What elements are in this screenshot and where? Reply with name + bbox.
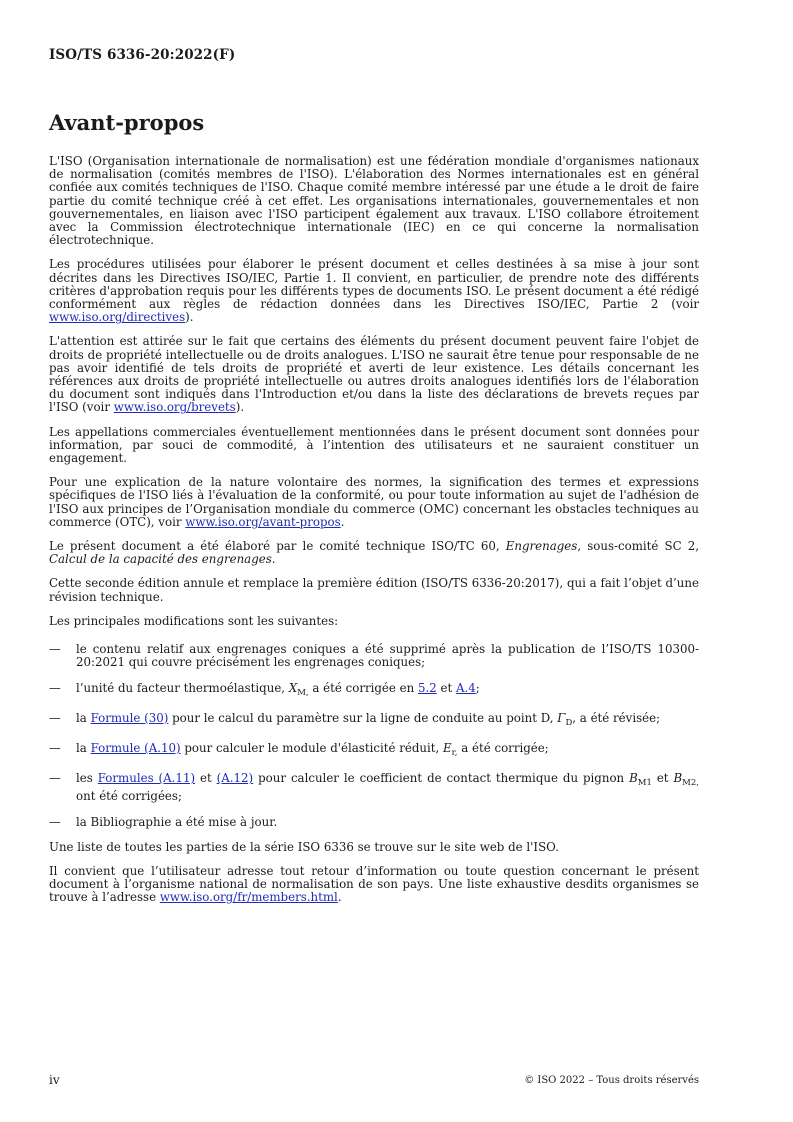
subscript: M2,: [682, 778, 699, 789]
paragraph-patents: [49, 335, 699, 414]
subscript: M,: [297, 687, 309, 698]
paragraph-directives: [49, 258, 699, 324]
paragraph-series-list: Une liste de toutes les parties de la série ISO 6336 se trouve sur le site web de l'ISO.: [49, 839, 559, 854]
paragraph-end: .: [271, 552, 276, 567]
symbol-b: B: [629, 771, 638, 786]
paragraph-end: ).: [185, 310, 194, 325]
dash-bullet: —: [49, 814, 61, 829]
list-item-text: la: [76, 740, 91, 755]
paragraph-text: L'attention est attirée sur le fait que certains des éléments du présent document peuvent faire l'objet de droits de propriété intellectuelle ou de droits analogues. L'ISO ne saurait être tenue pour responsable de ne pas avoir identifié de tels droits de propriété et averti de leur existence. Les détails concernant les références aux droits de propriété intellectuelle ou autres droits analogues identifiés lors de l'élaboration du document sont indiqués dans l'Introduction et/ou dans la liste des déclarations de brevets reçues par l'ISO (voir: [49, 334, 699, 415]
list-item: [49, 643, 699, 669]
paragraph-edition: Cette seconde édition annule et remplace la première édition (ISO/TS 6336-20:2017), qui a fait l’objet d’une révision technique.: [49, 576, 699, 604]
list-item: [49, 682, 699, 700]
paragraph-text: Pour une explication de la nature volontaire des normes, la signification des termes et expressions spécifiques de l'ISO liés à l'évaluation de la conformité, ou pour toute information au sujet de l'adhésion de l'ISO aux principes de l’Organisation mondiale du commerce (OMC) concernant les obstacles techniques au commerce (OTC), voir: [49, 475, 699, 529]
dash-bullet: —: [49, 642, 61, 657]
symbol-gamma: Γ: [557, 710, 566, 725]
list-item-text: ;: [475, 680, 480, 695]
list-item-text: et: [195, 771, 217, 786]
paragraph-feedback: [49, 865, 699, 905]
paragraph-trade-names: Les appellations commerciales éventuellement mentionnées dans le présent document sont données pour information, par souci de commodité, à l’intention des utilisateurs et ne sauraient constituer un engagement.: [49, 424, 699, 466]
link-formula-a-11[interactable]: Formules (A.11): [97, 771, 196, 786]
list-item-text: la: [76, 710, 91, 725]
paragraph-end: .: [340, 514, 345, 529]
list-item-text: et: [436, 680, 456, 695]
copyright-notice: © ISO 2022 – Tous droits réservés: [524, 1075, 699, 1086]
list-item: [49, 742, 699, 760]
symbol-b: B: [673, 771, 683, 786]
link-formula-a-12[interactable]: (A.12): [216, 771, 254, 786]
list-item-text: ont été corrigées;: [76, 789, 182, 804]
paragraph-text: Les procédures utilisées pour élaborer le présent document et celles destinées à sa mise à jour sont décrites dans les Directives ISO/IEC, Partie 1. Il convient, en particulier, de prendre note des différents critères d'approbation requis pour les différents types de documents ISO. Le présent document a été rédigé conformément aux règles de rédaction données dans les Directives ISO/IEC, Partie 2 (voir: [49, 257, 699, 312]
link-members[interactable]: www.iso.org/fr/members.html: [159, 890, 338, 905]
list-item-text: et: [651, 771, 674, 786]
link-formula-a-10[interactable]: Formule (A.10): [90, 740, 181, 755]
paragraph-text: , sous-comité SC 2,: [577, 539, 699, 554]
section-title: Avant-propos: [49, 110, 205, 135]
link-clause-5-2[interactable]: 5.2: [417, 680, 437, 695]
document-identifier: ISO/TS 6336-20:2022(F): [49, 47, 236, 63]
list-item-text: l’unité du facteur thermoélastique,: [76, 680, 289, 695]
paragraph-changes-intro: Les principales modifications sont les suivantes:: [49, 613, 339, 628]
link-avant-propos[interactable]: www.iso.org/avant-propos: [185, 514, 341, 529]
paragraph-end: .: [337, 890, 342, 905]
subscript: D: [565, 717, 573, 728]
committee-name: Engrenages: [505, 539, 578, 554]
link-clause-a-4[interactable]: A.4: [455, 680, 476, 695]
subcommittee-name: Calcul de la capacité des engrenages: [49, 552, 272, 567]
list-item-text: le contenu relatif aux engrenages coniques a été supprimé après la publication de l’ISO/TS 10300-20:2021 qui couvre précisément les engrenages coniques;: [76, 642, 699, 670]
dash-bullet: —: [49, 771, 61, 786]
paragraph-text: Le présent document a été élaboré par le comité technique ISO/TC 60,: [49, 539, 506, 554]
list-item-text: a été corrigée;: [457, 740, 549, 755]
paragraph-committee: [49, 540, 699, 566]
subscript: r,: [451, 747, 458, 758]
list-item-text: a été corrigée en: [308, 680, 418, 695]
paragraph-iso-organization: L'ISO (Organisation internationale de normalisation) est une fédération mondiale d'organismes nationaux de normalisation (comités membres de l'ISO). L'élaboration des Normes internationales est en général confiée aux comités techniques de l'ISO. Chaque comité membre intéressé par une étude a le droit de faire partie du comité technique créé à cet effet. Les organisations internationales, gouvernementales et non gouvernementales, en liaison avec l'ISO participent également aux travaux. L'ISO collabore étroitement avec la Commission électrotechnique internationale (IEC) en ce qui concerne la normalisation électrotechnique.: [49, 154, 699, 248]
list-item-text: , a été révisée;: [572, 710, 661, 725]
symbol-x: X: [288, 680, 298, 695]
list-item: [49, 816, 699, 829]
list-item-text: les: [76, 771, 98, 786]
list-item-text: la Bibliographie a été mise à jour.: [76, 814, 278, 829]
link-formula-30[interactable]: Formule (30): [90, 710, 169, 725]
list-item-text: pour calculer le module d'élasticité réduit,: [180, 740, 444, 755]
dash-bullet: —: [49, 680, 61, 695]
list-item: [49, 712, 699, 730]
list-item: [49, 772, 699, 803]
dash-bullet: —: [49, 740, 61, 755]
list-item-text: pour calculer le coefficient de contact thermique du pignon: [253, 771, 630, 786]
link-brevets[interactable]: www.iso.org/brevets: [113, 400, 236, 415]
dash-bullet: —: [49, 710, 61, 725]
subscript: M1: [637, 778, 652, 789]
paragraph-text: Il convient que l’utilisateur adresse tout retour d’information ou toute question concernant le présent document à l’organisme national de normalisation de son pays. Une liste exhaustive desdits organismes se trouve à l’adresse: [49, 863, 699, 905]
page-number: iv: [49, 1073, 60, 1087]
foreword-body: [49, 155, 699, 916]
changes-list: [49, 643, 699, 829]
link-directives[interactable]: www.iso.org/directives: [49, 310, 186, 325]
list-item-text: pour le calcul du paramètre sur la ligne de conduite au point D,: [168, 710, 558, 725]
paragraph-end: ).: [235, 400, 245, 415]
symbol-e: E: [443, 740, 452, 755]
paragraph-voluntary-nature: [49, 476, 699, 529]
